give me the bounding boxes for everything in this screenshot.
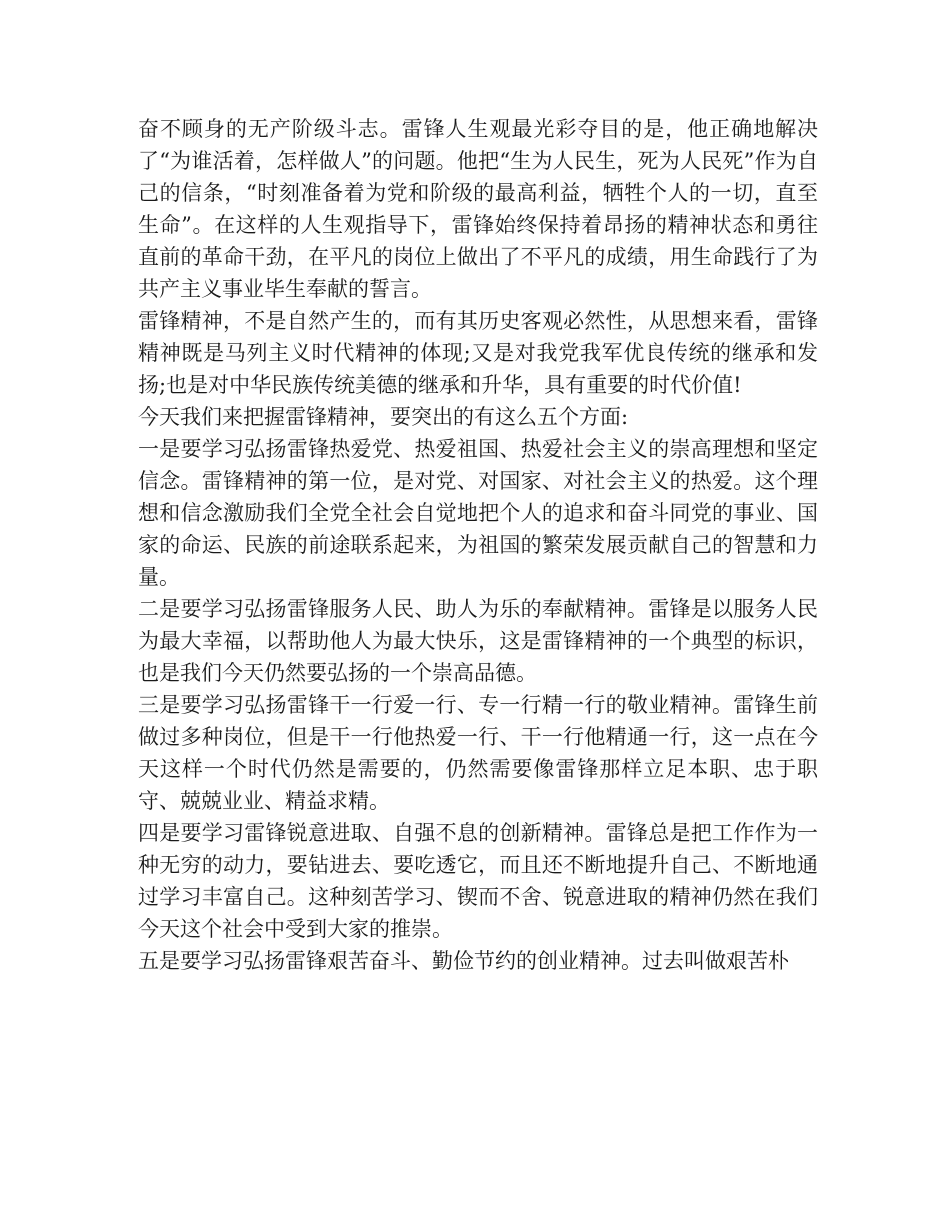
paragraph-1: 奋不顾身的无产阶级斗志。雷锋人生观最光彩夺目的是，他正确地解决了“为谁活着，怎样做人”的问题。他把“生为人民生，死为人民死”作为自己的信条，“时刻准备着为党和阶级的最高利益，牺牲个人的一切，直至生命”。在这样的人生观指导下，雷锋始终保持着昂扬的精神状态和勇往直前的革命干劲，在平凡的岗位上做出了不平凡的成绩，用生命践行了为共产主义事业毕生奉献的誓言。 (138, 117, 818, 301)
paragraph-7: 四是要学习雷锋锐意进取、自强不息的创新精神。雷锋总是把工作作为一种无穷的动力，要钻进去、要吃透它，而且还不断地提升自己、不断地通过学习丰富自己。这种刻苦学习、锲而不舍、锐意进取的精神仍然在我们今天这个社会中受到大家的推崇。 (138, 821, 818, 941)
paragraph-5: 二是要学习弘扬雷锋服务人民、助人为乐的奉献精神。雷锋是以服务人民为最大幸福，以帮助他人为最大快乐，这是雷锋精神的一个典型的标识，也是我们今天仍然要弘扬的一个崇高品德。 (138, 597, 818, 685)
document-body (138, 113, 818, 977)
paragraph-6: 三是要学习弘扬雷锋干一行爱一行、专一行精一行的敬业精神。雷锋生前做过多种岗位，但是干一行他热爱一行、干一行他精通一行，这一点在今天这样一个时代仍然是需要的，仍然需要像雷锋那样立足本职、忠于职守、兢兢业业、精益求精。 (138, 693, 818, 813)
paragraph-3: 今天我们来把握雷锋精神，要突出的有这么五个方面: (138, 405, 629, 429)
paragraph-8: 五是要学习弘扬雷锋艰苦奋斗、勤俭节约的创业精神。过去叫做艰苦朴 (138, 949, 789, 973)
paragraph-4: 一是要学习弘扬雷锋热爱党、热爱祖国、热爱社会主义的崇高理想和坚定信念。雷锋精神的第一位，是对党、对国家、对社会主义的热爱。这个理想和信念激励我们全党全社会自觉地把个人的追求和奋斗同党的事业、国家的命运、民族的前途联系起来，为祖国的繁荣发展贡献自己的智慧和力量。 (138, 437, 818, 589)
paragraph-2: 雷锋精神，不是自然产生的，而有其历史客观必然性，从思想来看，雷锋精神既是马列主义时代精神的体现;又是对我党我军优良传统的继承和发扬;也是对中华民族传统美德的继承和升华，具有重要的时代价值! (138, 309, 818, 397)
